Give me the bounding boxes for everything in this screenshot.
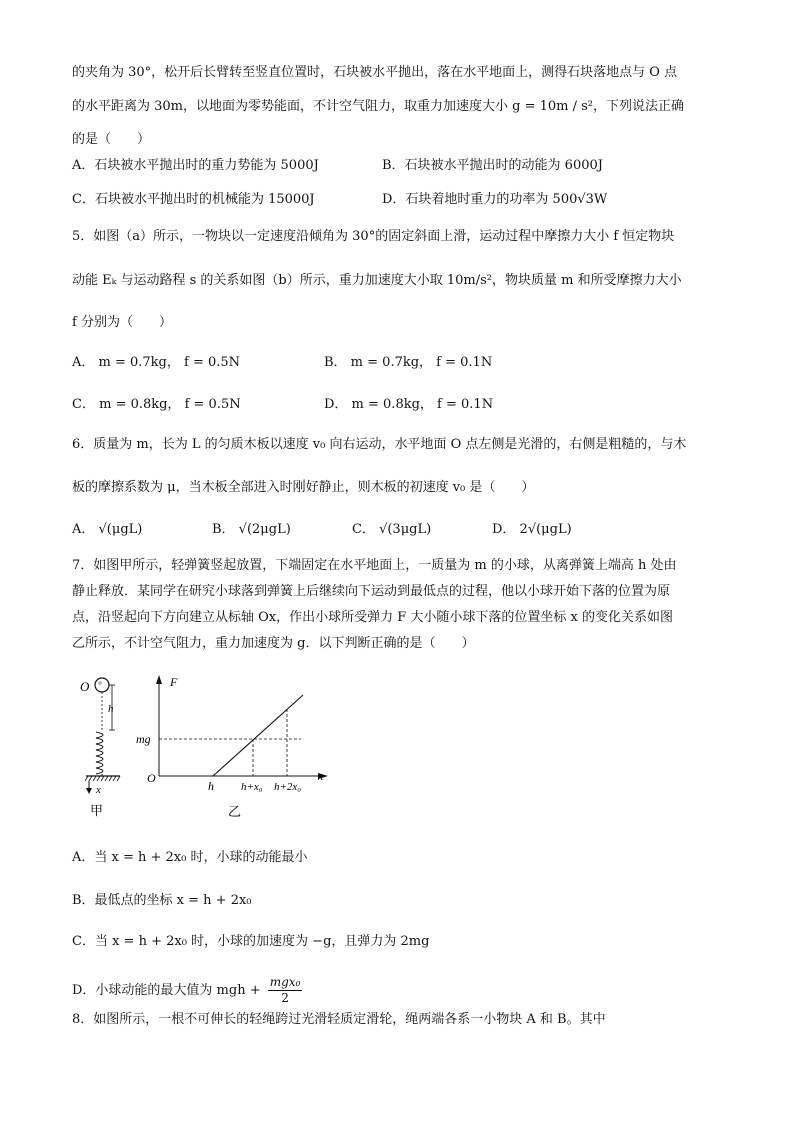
tick-h-2x0: h+2x₀ — [274, 781, 302, 793]
q6-line-2: 板的摩擦系数为 μ，当木板全部进入时刚好静止，则木板的初速度 v₀ 是（ ） — [72, 480, 535, 495]
q7-option-a: A．当 x = h + 2x₀ 时，小球的动能最小 — [72, 850, 308, 865]
figure-jia — [76, 668, 136, 818]
q4-line-3: 的是（ ） — [72, 132, 151, 147]
figure-yi — [136, 672, 340, 820]
q7-option-b: B．最低点的坐标 x = h + 2x₀ — [72, 893, 252, 908]
q5-option-c: C． m = 0.8kg， f = 0.5N — [72, 397, 241, 412]
q7-line-2: 静止释放．某同学在研究小球落到弹簧上后继续向下运动到最低点的过程，他以小球开始下落的位置为原 — [72, 584, 671, 599]
f-axis-label: F — [170, 675, 178, 689]
x-axis-label: x — [318, 769, 324, 783]
q5-line-3: f 分别为（ ） — [72, 315, 172, 330]
fig-jia-height-label: h — [108, 703, 114, 715]
q6-line-1: 6．质量为 m，长为 L 的匀质木板以速度 v₀ 向右运动，水平地面 O 点左侧是光滑的，右侧是粗糙的，与木 — [72, 437, 687, 452]
down-arrow-icon — [86, 788, 92, 794]
q5-line-1: 5．如图（a）所示，一物块以一定速度沿倾角为 30°的固定斜面上滑，运动过程中摩擦力大小 f 恒定物块 — [72, 229, 675, 244]
q4-option-a: A．石块被水平抛出时的重力势能为 5000J — [72, 158, 319, 173]
fraction — [268, 975, 303, 1006]
q7-option-d — [72, 975, 302, 1006]
q7-option-c: C．当 x = h + 2x₀ 时，小球的加速度为 −g，且弹力为 2mg — [72, 934, 430, 949]
tick-h-x0: h+x₀ — [241, 781, 263, 793]
q6-option-b: B． √(2μgL) — [212, 522, 291, 537]
tick-h: h — [208, 779, 214, 793]
force-line — [213, 695, 303, 776]
q4-option-d: D．石块着地时重力的功率为 500√3W — [382, 192, 608, 207]
spring-icon — [96, 732, 103, 774]
q6-option-a: A． √(μgL) — [72, 522, 143, 537]
q4-option-c: C．石块被水平抛出时的机械能为 15000J — [72, 192, 315, 207]
q7-line-4: 乙所示，不计空气阻力，重力加速度为 g．以下判断正确的是（ ） — [72, 636, 475, 651]
fig-jia-caption: 甲 — [90, 803, 104, 818]
fraction-numerator: mgx₀ — [269, 975, 301, 989]
mg-label: mg — [136, 732, 151, 746]
origin-label: O — [147, 771, 156, 785]
q7-line-3: 点，沿竖起向下方向建立从标轴 Ox，作出小球所受弹力 F 大小随小球下落的位置坐标 x 的变化关系如图 — [72, 610, 674, 625]
fraction-denominator: 2 — [281, 991, 289, 1005]
q8-line-1: 8．如图所示，一根不可伸长的轻绳跨过光滑轻质定滑轮，绳两端各系一小物块 A 和 B。其中 — [72, 1012, 606, 1027]
q5-line-2: 动能 Eₖ 与运动路程 s 的关系如图（b）所示，重力加速度大小取 10m/s²，物块质量 m 和所受摩擦力大小 — [72, 273, 682, 288]
q6-option-c: C． √(3μgL) — [352, 522, 432, 537]
ball-icon — [95, 678, 109, 692]
q7-line-1: 7．如图甲所示，轻弹簧竖起放置，下端固定在水平地面上，一质量为 m 的小球，从离弹簧上端高 h 处由 — [72, 558, 677, 573]
fig-jia-x-label: x — [96, 784, 101, 796]
q4-line-2: 的水平距离为 30m，以地面为零势能面，不计空气阻力，取重力加速度大小 g = 10m / s²，下列说法正确 — [72, 99, 685, 114]
q7-option-d-text: D．小球动能的最大值为 mgh + — [72, 983, 261, 998]
q4-option-b: B．石块被水平抛出时的动能为 6000J — [382, 158, 603, 173]
q5-option-a: A． m = 0.7kg， f = 0.5N — [72, 355, 241, 370]
q5-option-d: D． m = 0.8kg， f = 0.1N — [324, 397, 494, 412]
fig-yi-caption: 乙 — [228, 804, 242, 819]
fig-jia-origin-label: O — [80, 679, 90, 694]
q4-line-1: 的夹角为 30°，松开后长臂转至竖直位置时，石块被水平抛出，落在水平地面上，测得石块落地点与 O 点 — [72, 65, 678, 80]
q6-option-d: D． 2√(μgL) — [492, 522, 572, 537]
q5-option-b: B． m = 0.7kg， f = 0.1N — [324, 355, 493, 370]
